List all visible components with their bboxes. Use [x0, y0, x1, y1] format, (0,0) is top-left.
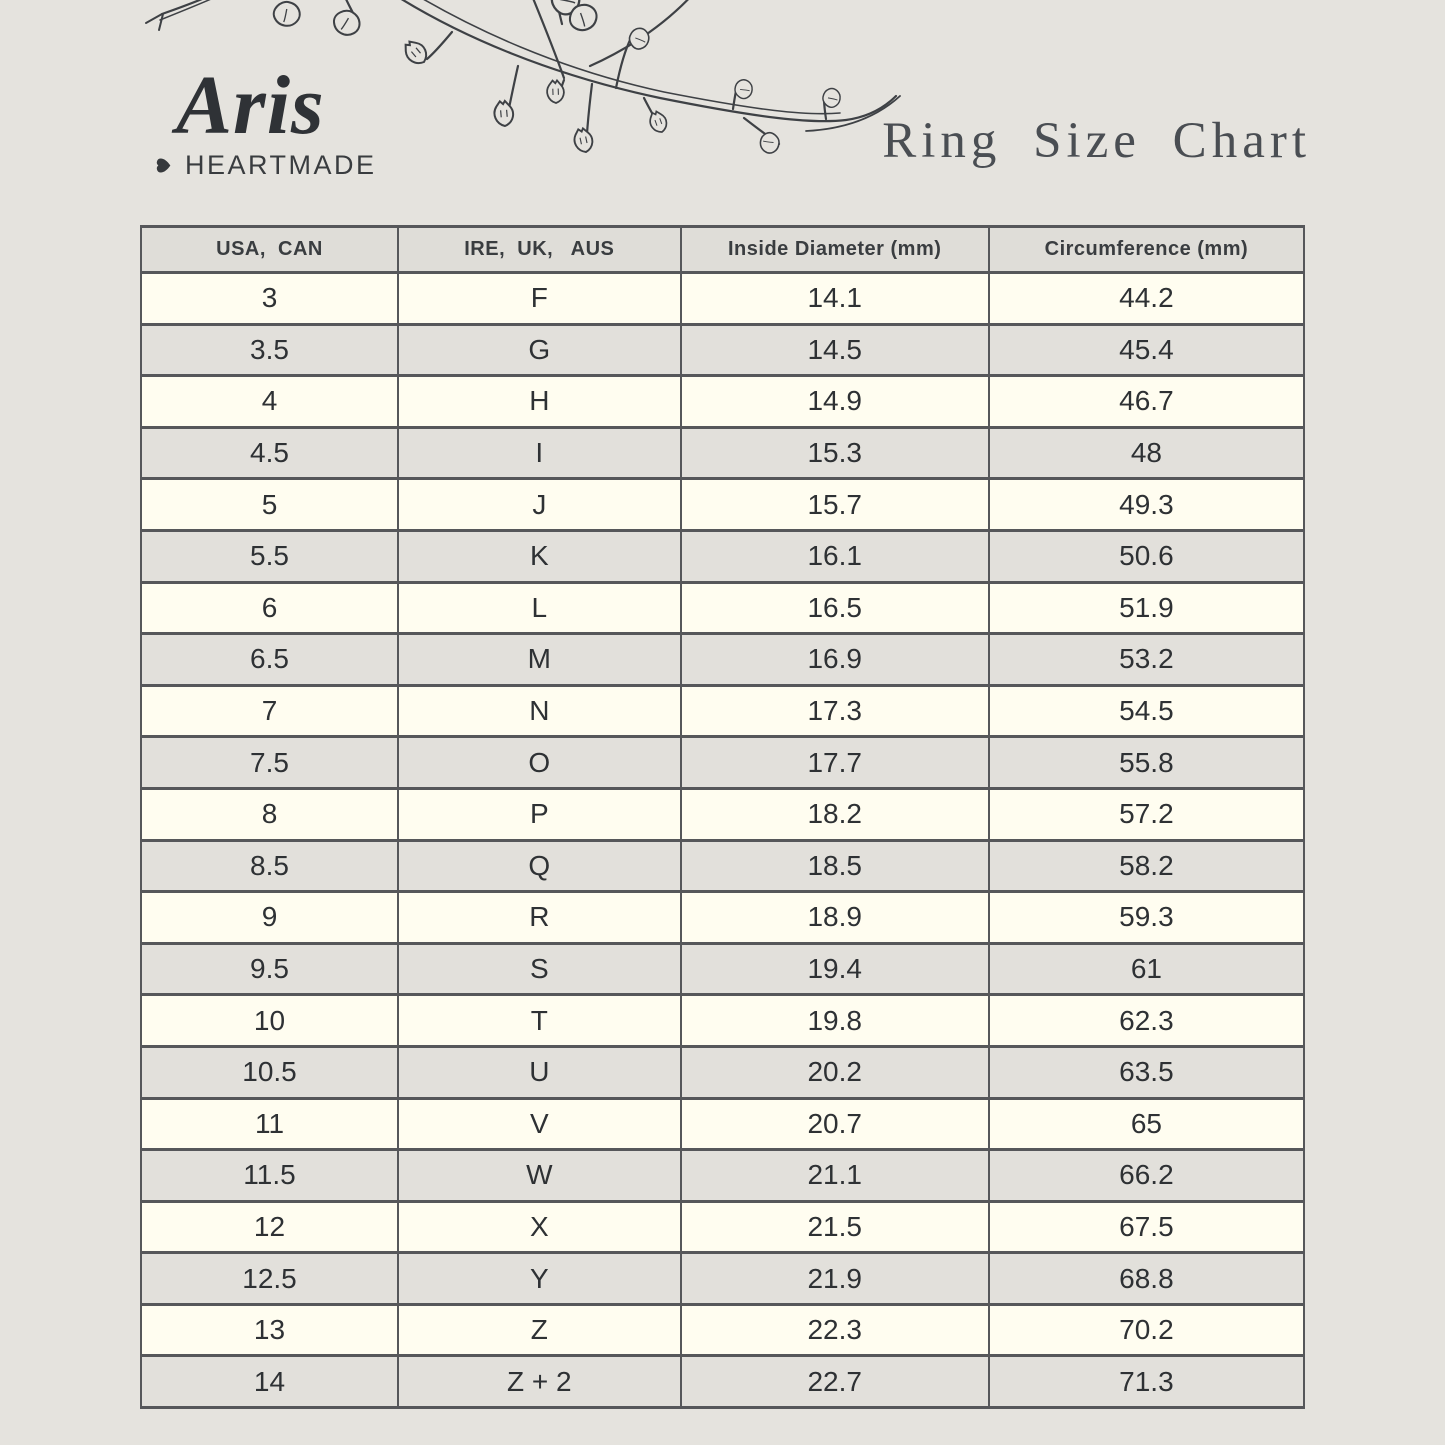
table-cell: 17.7 [681, 737, 989, 789]
table-row [141, 1356, 1304, 1408]
table-cell: J [398, 479, 681, 531]
table-row [141, 788, 1304, 840]
table-cell: 19.8 [681, 995, 989, 1047]
table-cell: Z [398, 1304, 681, 1356]
table-cell: 12 [141, 1201, 398, 1253]
table-cell: 58.2 [989, 840, 1304, 892]
table-cell: 9.5 [141, 943, 398, 995]
table-cell: I [398, 427, 681, 479]
table-cell: 14.9 [681, 376, 989, 428]
table-cell: 7 [141, 685, 398, 737]
table-cell: 45.4 [989, 324, 1304, 376]
table-cell: O [398, 737, 681, 789]
table-row [141, 273, 1304, 325]
table-row [141, 737, 1304, 789]
table-row [141, 376, 1304, 428]
table-row [141, 530, 1304, 582]
table-cell: 8 [141, 788, 398, 840]
column-header: IRE, UK, AUS [398, 227, 681, 273]
table-cell: 3 [141, 273, 398, 325]
table-cell: 10.5 [141, 1046, 398, 1098]
table-cell: U [398, 1046, 681, 1098]
table-cell: 61 [989, 943, 1304, 995]
table-cell: 7.5 [141, 737, 398, 789]
table-cell: Y [398, 1253, 681, 1305]
table-row [141, 1201, 1304, 1253]
table-cell: 4 [141, 376, 398, 428]
table-cell: S [398, 943, 681, 995]
table-cell: X [398, 1201, 681, 1253]
table-cell: 20.7 [681, 1098, 989, 1150]
table-row [141, 892, 1304, 944]
table-cell: 16.1 [681, 530, 989, 582]
table-cell: 16.5 [681, 582, 989, 634]
table-cell: 70.2 [989, 1304, 1304, 1356]
table-row [141, 582, 1304, 634]
table-cell: 22.7 [681, 1356, 989, 1408]
table-cell: Z + 2 [398, 1356, 681, 1408]
table-cell: N [398, 685, 681, 737]
table-cell: G [398, 324, 681, 376]
branch-illustration [0, 0, 910, 196]
table-row [141, 427, 1304, 479]
table-cell: 19.4 [681, 943, 989, 995]
table-row [141, 1253, 1304, 1305]
heart-icon [152, 155, 173, 176]
table-cell: 44.2 [989, 273, 1304, 325]
brand-tagline-row [152, 150, 377, 181]
table-cell: M [398, 634, 681, 686]
table-cell: 55.8 [989, 737, 1304, 789]
table-cell: 66.2 [989, 1150, 1304, 1202]
table-cell: 10 [141, 995, 398, 1047]
table-cell: 51.9 [989, 582, 1304, 634]
table-cell: 71.3 [989, 1356, 1304, 1408]
table-cell: 21.1 [681, 1150, 989, 1202]
table-cell: 53.2 [989, 634, 1304, 686]
brand-name: Aris [176, 59, 325, 152]
table-cell: 9 [141, 892, 398, 944]
table-cell: 16.9 [681, 634, 989, 686]
table-cell: 6 [141, 582, 398, 634]
column-header: Circumference (mm) [989, 227, 1304, 273]
table-cell: 22.3 [681, 1304, 989, 1356]
table-cell: 59.3 [989, 892, 1304, 944]
table-cell: 46.7 [989, 376, 1304, 428]
table-cell: 48 [989, 427, 1304, 479]
table-cell: 13 [141, 1304, 398, 1356]
table-cell: T [398, 995, 681, 1047]
brand-tagline: HEARTMADE [185, 150, 377, 180]
table-row [141, 634, 1304, 686]
table-cell: 14.5 [681, 324, 989, 376]
table-cell: P [398, 788, 681, 840]
table-cell: 6.5 [141, 634, 398, 686]
table-cell: W [398, 1150, 681, 1202]
table-cell: 15.3 [681, 427, 989, 479]
table-row [141, 943, 1304, 995]
table-cell: 11.5 [141, 1150, 398, 1202]
table-cell: 14 [141, 1356, 398, 1408]
table-cell: 12.5 [141, 1253, 398, 1305]
table-cell: 11 [141, 1098, 398, 1150]
table-cell: 21.9 [681, 1253, 989, 1305]
table-cell: 50.6 [989, 530, 1304, 582]
table-row [141, 685, 1304, 737]
table-cell: 54.5 [989, 685, 1304, 737]
table-head [141, 227, 1304, 273]
table-row [141, 479, 1304, 531]
table-row [141, 995, 1304, 1047]
brand-logo [150, 59, 377, 181]
table-cell: 57.2 [989, 788, 1304, 840]
table-cell: 62.3 [989, 995, 1304, 1047]
table-cell: F [398, 273, 681, 325]
table-cell: 18.2 [681, 788, 989, 840]
table-cell: 4.5 [141, 427, 398, 479]
table-cell: V [398, 1098, 681, 1150]
table-row [141, 840, 1304, 892]
table-cell: H [398, 376, 681, 428]
table-cell: 49.3 [989, 479, 1304, 531]
column-header: Inside Diameter (mm) [681, 227, 989, 273]
table-cell: K [398, 530, 681, 582]
table-row [141, 1150, 1304, 1202]
table-cell: 14.1 [681, 273, 989, 325]
table-cell: 20.2 [681, 1046, 989, 1098]
table-row [141, 1046, 1304, 1098]
table-cell: 63.5 [989, 1046, 1304, 1098]
table-cell: 67.5 [989, 1201, 1304, 1253]
table-cell: 18.9 [681, 892, 989, 944]
column-header: USA, CAN [141, 227, 398, 273]
table-cell: 21.5 [681, 1201, 989, 1253]
table-cell: 18.5 [681, 840, 989, 892]
table-header-row [141, 227, 1304, 273]
table-cell: 15.7 [681, 479, 989, 531]
page-title: Ring Size Chart [882, 113, 1311, 169]
table-row [141, 1304, 1304, 1356]
table-cell: 3.5 [141, 324, 398, 376]
table-cell: R [398, 892, 681, 944]
table-row [141, 324, 1304, 376]
table-body [141, 273, 1304, 1408]
table-cell: Q [398, 840, 681, 892]
table-cell: 65 [989, 1098, 1304, 1150]
table-cell: 68.8 [989, 1253, 1304, 1305]
table-cell: 5 [141, 479, 398, 531]
table-cell: 17.3 [681, 685, 989, 737]
table-cell: 5.5 [141, 530, 398, 582]
table-row [141, 1098, 1304, 1150]
table-cell: L [398, 582, 681, 634]
ring-size-table [140, 225, 1305, 1409]
table-cell: 8.5 [141, 840, 398, 892]
